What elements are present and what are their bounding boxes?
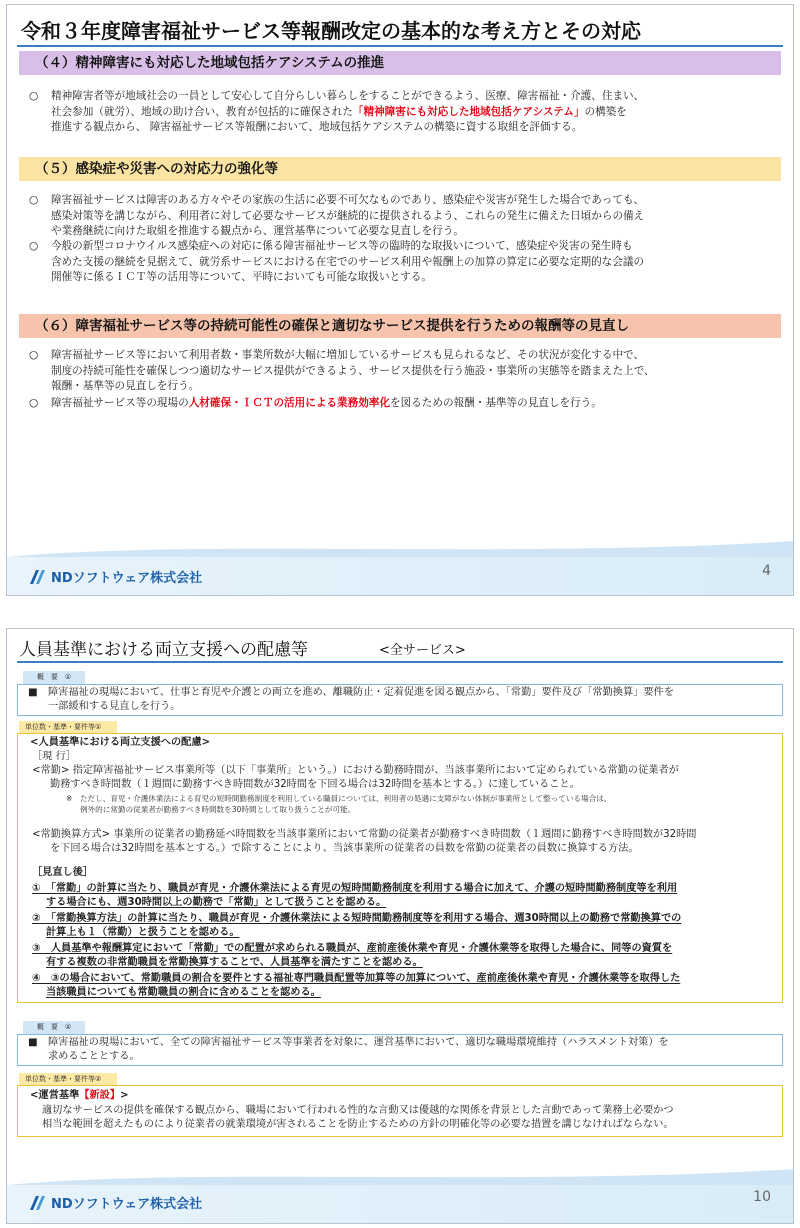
nd-logo-icon <box>29 568 47 586</box>
note-line: ※ ただし、育児・介護休業法による育児の短時間勤務制度を利用している職員については、利用者の処遇に支障がない体制が事業所として整っている場合は、 <box>66 794 612 803</box>
section-6-paragraph-1 <box>29 348 773 395</box>
para-line: 今般の新型コロナウイルス感染症への対応に係る障害福祉サービス等の臨時的な取扱いについて、感染症や災害の発生時も <box>51 240 633 252</box>
kansan-line: を下回る場合は32時間を基本とする。）で除することにより、当該事業所の従業者の員数を常勤の従業者の員数に換算する方法。 <box>50 843 639 854</box>
para-line: 感染対策等を講じながら、利用者に対して必要なサービスが継続的に提供されるよう、これらの発生に備えた日頃からの備え <box>51 209 645 222</box>
bullet: ○ <box>29 349 39 361</box>
para-line: を図るための報酬・基準等の見直しを行う。 <box>390 397 602 409</box>
review-label: ［見直し後］ <box>32 867 94 878</box>
para-line: 制度の持続可能性を確保しつつ適切なサービス提供ができるよう、サービス提供を行う施設・事業所の実態等を踏まえた上で、 <box>51 364 655 377</box>
kansan-line: <常勤換算方式> 事業所の従業者の勤務延べ時間数を当該事業所において常勤の従業者が勤務すべき時間数（１週間に勤務すべき時間数が32時間 <box>32 829 697 840</box>
para-line: 障害福祉サービス等の現場の <box>51 397 189 409</box>
review-line: ① 「常勤」の計算に当たり、職員が育児・介護休業法による育児の短時間勤務制度を利用する場合に加えて、介護の短時間勤務制度等を利用 <box>32 883 678 894</box>
footer-wave <box>7 1163 794 1185</box>
detail-box-1 <box>17 733 783 1003</box>
para-line: 開催等に係るＩＣＴ等の活用等について、平時においても可能な取扱いとする。 <box>51 271 432 284</box>
current-label: ［現 行］ <box>32 751 76 762</box>
new-badge: 【新設】 <box>79 1090 121 1101</box>
bullet: ○ <box>29 194 39 206</box>
logo-text: NDソフトウェア株式会社 <box>51 1197 203 1212</box>
detail-tag-1: 単位数・基準・要件等① <box>19 721 117 734</box>
overview-tag-1: 概 要 ① <box>23 671 85 684</box>
para-line: 推進する観点から、 障害福祉サービス等報酬において、地域包括ケアシステムの構築に資する取組を評価する。 <box>51 121 583 134</box>
section-5-paragraph-1 <box>29 193 773 240</box>
bullet: ■ <box>28 687 38 698</box>
detail-line: 相当な範囲を超えたものにより従業者の就業環境が害されることを防止するための方針の明確化等の必要な措置を講じなければならない。 <box>42 1119 674 1130</box>
nd-logo-icon <box>29 1194 47 1212</box>
para-line: 障害福祉サービス等において利用者数・事業所数が大幅に増加しているサービスも見られるなど、その状況が変化する中で、 <box>51 349 645 361</box>
overview-box-2 <box>17 1034 783 1066</box>
slide-4 <box>6 4 794 596</box>
detail-box-2 <box>17 1085 783 1137</box>
section-heading-4: （４）精神障害にも対応した地域包括ケアシステムの推進 <box>19 51 781 75</box>
bullet: ○ <box>29 90 39 102</box>
note-line: 例外的に常勤の従業者が勤務すべき時間数を30時間として取り扱うことが可能。 <box>80 805 356 814</box>
detail-heading <box>30 1089 129 1103</box>
overview-line: 障害福祉の現場において、仕事と育児や介護との両立を進め、離職防止・定着促進を図る観点から、「常勤」要件及び「常勤換算」要件を <box>48 687 674 698</box>
detail-line: 適切なサービスの提供を確保する観点から、職場において行われる性的な言動又は優越的な関係を背景とした言動であって業務上必要かつ <box>42 1105 674 1116</box>
review-line: する場合にも、週30時間以上の勤務で「常勤」として扱うことを認める。 <box>46 897 387 908</box>
detail-heading: <人員基準における両立支援への配慮> <box>30 737 211 748</box>
joukin-line: <常勤> 指定障害福祉サービス事業所等（以下「事業所」という。）における勤務時間が、当該事業所において定められている常勤の従業者が <box>32 765 679 776</box>
review-line: 計算上も１（常勤）と扱うことを認める。 <box>46 927 240 938</box>
logo-text: NDソフトウェア株式会社 <box>51 571 203 586</box>
section-6-paragraph-2 <box>29 396 773 412</box>
slide-title: 令和３年度障害福祉サービス等報酬改定の基本的な考え方とその対応 <box>21 19 641 43</box>
slide-subtitle: <全サービス> <box>379 643 466 658</box>
company-logo <box>29 567 202 586</box>
review-line: ③ 人員基準や報酬算定において「常勤」での配置が求められる職員が、産前産後休業や育児・介護休業等を取得した場合に、同等の資質を <box>32 943 673 954</box>
section-4-paragraph <box>29 89 773 136</box>
highlight-text: 「精神障害にも対応した地域包括ケアシステム」 <box>352 105 585 118</box>
bullet: ■ <box>28 1037 38 1048</box>
page-number: 10 <box>753 1189 771 1205</box>
overview-box-1 <box>17 684 783 716</box>
review-line: 有する複数の非常勤職員を常勤換算することで、人員基準を満たすことを認める。 <box>46 957 423 968</box>
para-line: 障害福祉サービスは障害のある方々やその家族の生活に必要不可欠なものであり、感染症や災害が発生した場合であっても、 <box>51 194 645 206</box>
company-logo <box>29 1193 202 1212</box>
highlight-text: 人材確保・ＩＣＴの活用による業務効率化 <box>188 397 390 409</box>
detail-tag-2: 単位数・基準・要件等② <box>19 1073 117 1086</box>
para-line: 含めた支援の継続を見据えて、就労系サービスにおける在宅でのサービス利用や報酬上の加算の算定に必要な定期的な会議の <box>51 255 645 268</box>
slide-10 <box>6 628 794 1224</box>
section-5-paragraph-2 <box>29 239 773 286</box>
section-heading-5: （５）感染症や災害への対応力の強化等 <box>19 157 781 181</box>
title-rule <box>17 45 783 47</box>
slide-title: 人員基準における両立支援への配慮等 <box>19 640 308 660</box>
bullet: ○ <box>29 397 39 409</box>
review-line: 当該職員についても常勤職員の割合に含めることを認める。 <box>46 987 321 998</box>
review-line: ② 「常勤換算方法」の計算に当たり、職員が育児・介護休業法による短時間勤務制度等を利用する場合、週30時間以上の勤務で常勤換算での <box>32 913 682 924</box>
para-line: 精神障害者等が地域社会の一員として安心して自分らしい暮らしをすることができるよう、医療、障害福祉・介護、住まい、 <box>51 90 645 102</box>
para-line: 社会参加（就労）、地域の助け合い、教育が包括的に確保された <box>51 105 353 118</box>
overview-line: 一部緩和する見直しを行う。 <box>48 701 181 712</box>
section-heading-6: （６）障害福祉サービス等の持続可能性の確保と適切なサービス提供を行うための報酬等の見直し <box>19 314 781 338</box>
bullet: ○ <box>29 240 39 252</box>
overview-tag-2: 概 要 ② <box>23 1021 85 1034</box>
overview-line: 求めることとする。 <box>48 1051 140 1062</box>
overview-line: 障害福祉の現場において、全ての障害福祉サービス等事業者を対象に、運営基準において、適切な職場環境維持（ハラスメント対策）を <box>48 1037 669 1048</box>
title-rule <box>17 661 783 663</box>
page-number: 4 <box>762 563 771 579</box>
joukin-line: 勤務すべき時間数（１週間に勤務すべき時間数が32時間を下回る場合は32時間を基本とする。）に達していること。 <box>50 779 580 790</box>
para-line: の構築を <box>584 105 627 118</box>
review-line: ④ ③の場合において、常勤職員の割合を要件とする福祉専門職員配置等加算等の加算について、産前産後休業や育児・介護休業等を取得した <box>32 973 681 984</box>
heading-pre: <運営基準 <box>30 1090 80 1101</box>
footer-wave <box>7 535 794 557</box>
heading-post: > <box>120 1090 129 1101</box>
para-line: や業務継続に向けた取組を推進する観点から、運営基準について必要な見直しを行う。 <box>51 225 464 238</box>
para-line: 報酬・基準等の見直しを行う。 <box>51 380 200 393</box>
